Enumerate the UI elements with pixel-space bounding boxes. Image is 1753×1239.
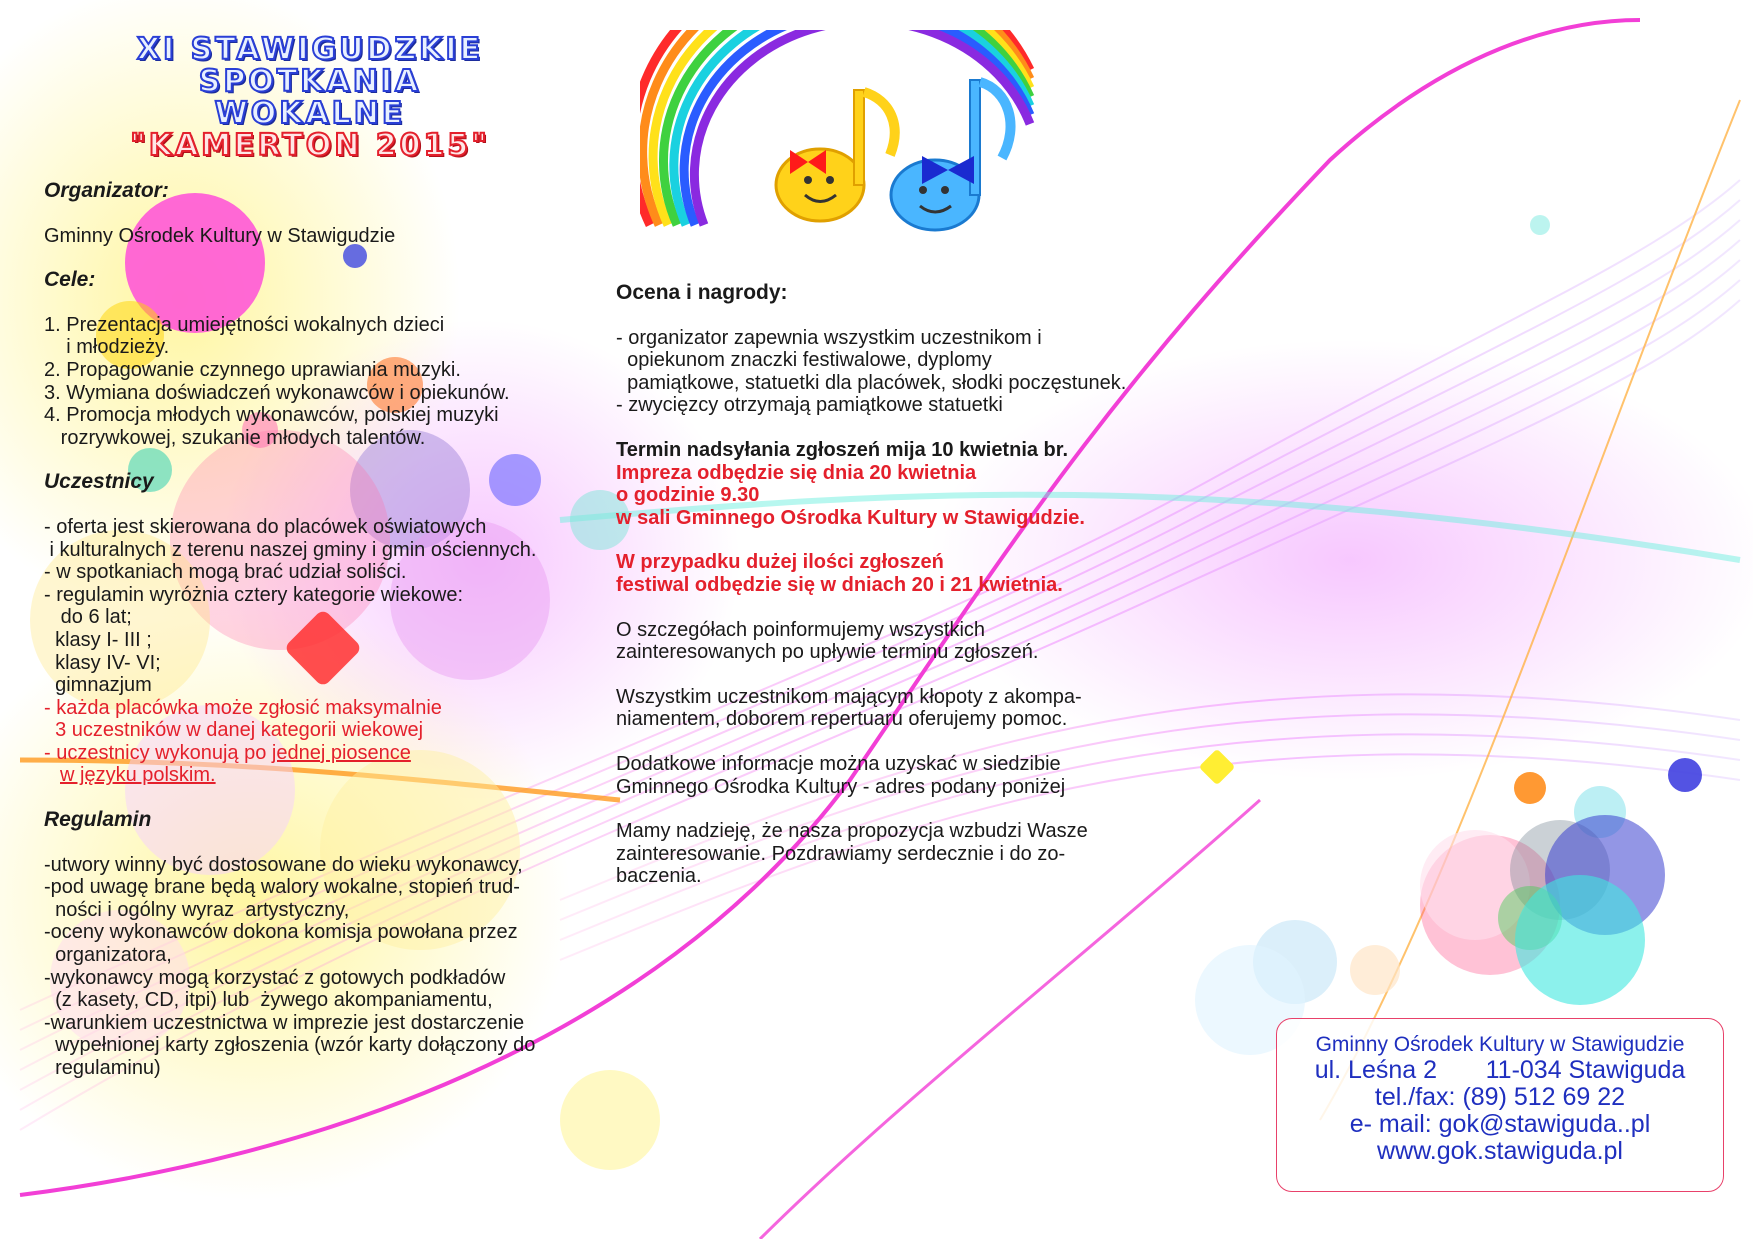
list-item: (z kasety, CD, itpi) lub żywego akompaniamentu, — [44, 989, 493, 1012]
contact-website[interactable]: www.gok.stawiguda.pl — [1377, 1137, 1623, 1165]
text-line: zainteresowanie. Pozdrawiamy serdecznie i do zo- — [616, 842, 1066, 865]
list-item: i młodzieży. — [44, 336, 170, 359]
extended-festival-note: W przypadku dużej ilości zgłoszeń — [616, 551, 944, 574]
text-line: O szczegółach poinformujemy wszystkich — [616, 618, 986, 641]
rules-heading: Regulamin — [44, 808, 152, 832]
extended-festival-dates: festiwal odbędzie się w dniach 20 i 21 kwietnia. — [616, 573, 1063, 596]
list-item: ności i ogólny wyraz artystyczny, — [44, 898, 350, 921]
list-dash: - — [44, 741, 57, 764]
list-item: -wykonawcy mogą korzystać z gotowych podkładów — [44, 966, 506, 989]
event-location: w sali Gminnego Ośrodka Kultury w Stawigudzie. — [616, 506, 1085, 529]
organizer-heading: Organizator: — [44, 179, 169, 202]
list-item: - regulamin wyróżnia cztery kategorie wiekowe: — [44, 583, 464, 606]
event-time: o godzinie 9.30 — [616, 484, 760, 507]
deadline-text: Termin nadsyłania zgłoszeń mija 10 kwietnia br. — [616, 438, 1069, 461]
list-item — [44, 742, 604, 765]
event-date: Impreza odbędzie się dnia 20 kwietnia — [616, 461, 977, 484]
title-line-3: "KAMERTON 2015" — [130, 128, 490, 163]
list-item: do 6 lat; — [44, 606, 132, 629]
list-item: - zwycięzcy otrzymają pamiątkowe statuetki — [616, 394, 1003, 417]
contact-email[interactable]: e- mail: gok@stawiguda..pl — [1349, 1110, 1651, 1138]
rules-list — [44, 854, 604, 1080]
list-item: - organizator zapewnia wszystkim uczestnikom i — [616, 326, 1042, 349]
list-item: - w spotkaniach mogą brać udział soliści. — [44, 561, 407, 584]
list-item: -utwory winny być dostosowane do wieku wykonawcy, — [44, 853, 523, 876]
list-item — [44, 764, 604, 787]
list-item: 2. Propagowanie czynnego uprawiania muzyki. — [44, 358, 461, 381]
list-item: klasy IV- VI; — [44, 651, 161, 674]
goals-list — [44, 314, 604, 450]
list-item: -warunkiem uczestnictwa w imprezie jest dostarczenie — [44, 1011, 525, 1034]
list-item: gimnazjum — [44, 674, 152, 697]
festival-title — [30, 34, 590, 162]
participants-heading: Uczestnicy — [44, 470, 154, 494]
info-paragraph — [616, 753, 1216, 798]
contact-phone: tel./fax: (89) 512 69 22 — [1374, 1083, 1626, 1111]
list-item: i kulturalnych z terenu naszej gminy i gmin ościennych. — [44, 538, 537, 561]
awards-list — [616, 327, 1216, 417]
list-item: klasy I- III ; — [44, 628, 152, 651]
list-item: organizatora, — [44, 944, 172, 967]
text-line: Gminnego Ośrodka Kultury - adres podany poniżej — [616, 775, 1066, 798]
title-line-2: WOKALNE — [214, 96, 406, 131]
list-item: wypełnionej karty zgłoszenia (wzór karty dołączony do — [44, 1034, 536, 1057]
list-item: -pod uwagę brane będą walory wokalne, stopień trud- — [44, 876, 520, 899]
contact-org-name: Gminny Ośrodek Kultury w Stawigudzie — [1315, 1033, 1685, 1056]
contact-address: ul. Leśna 2 11-034 Stawiguda — [1314, 1056, 1686, 1084]
list-item: 1. Prezentacja umiejętności wokalnych dzieci — [44, 313, 445, 336]
list-item: opiekunom znaczki festiwalowe, dyplomy — [616, 349, 992, 372]
info-paragraph — [616, 619, 1216, 664]
list-item: - każda placówka może zgłosić maksymalnie — [44, 696, 442, 719]
left-column — [44, 180, 604, 1080]
organizer-name: Gminny Ośrodek Kultury w Stawigudzie — [44, 224, 396, 247]
list-item: -oceny wykonawców dokona komisja powołana przez — [44, 921, 518, 944]
middle-column — [616, 282, 1216, 888]
text-line: Mamy nadzieję, że nasza propozycja wzbudzi Wasze — [616, 820, 1088, 843]
list-item-text: uczestnicy wykonują po — [56, 741, 272, 764]
contact-box — [1276, 1018, 1724, 1192]
text-line: zainteresowanych po upływie terminu zgłoszeń. — [616, 641, 1039, 664]
list-item: regulaminu) — [44, 1057, 161, 1079]
rainbow-with-music-notes-illustration — [640, 30, 1060, 240]
text-line: baczenia. — [616, 865, 702, 888]
list-item: 3. Wymiana doświadczeń wykonawców i opiekunów. — [44, 381, 510, 404]
list-item: pamiątkowe, statuetki dla placówek, słodki poczęstunek. — [616, 371, 1127, 394]
list-item: rozrywkowej, szukanie młodych talentów. — [44, 426, 426, 449]
participants-list — [44, 516, 604, 787]
info-paragraph — [616, 686, 1216, 731]
underlined-text: jednej piosence — [271, 741, 411, 764]
awards-heading: Ocena i nagrody: — [616, 281, 788, 304]
text-line: niamentem, doborem repertuaru oferujemy pomoc. — [616, 708, 1068, 731]
info-paragraph — [616, 820, 1216, 888]
list-item: 3 uczestników w danej kategorii wiekowej — [44, 719, 424, 742]
text-line: Wszystkim uczestnikom mającym kłopoty z akompa- — [616, 685, 1082, 708]
list-item: - oferta jest skierowana do placówek oświatowych — [44, 515, 487, 538]
text-line: Dodatkowe informacje można uzyskać w siedzibie — [616, 752, 1061, 775]
goals-heading: Cele: — [44, 268, 96, 292]
underlined-text: w języku polskim. — [60, 764, 216, 787]
title-line-1: XI STAWIGUDZKIE SPOTKANIA — [136, 32, 484, 99]
list-item: 4. Promocja młodych wykonawców, polskiej muzyki — [44, 404, 499, 427]
